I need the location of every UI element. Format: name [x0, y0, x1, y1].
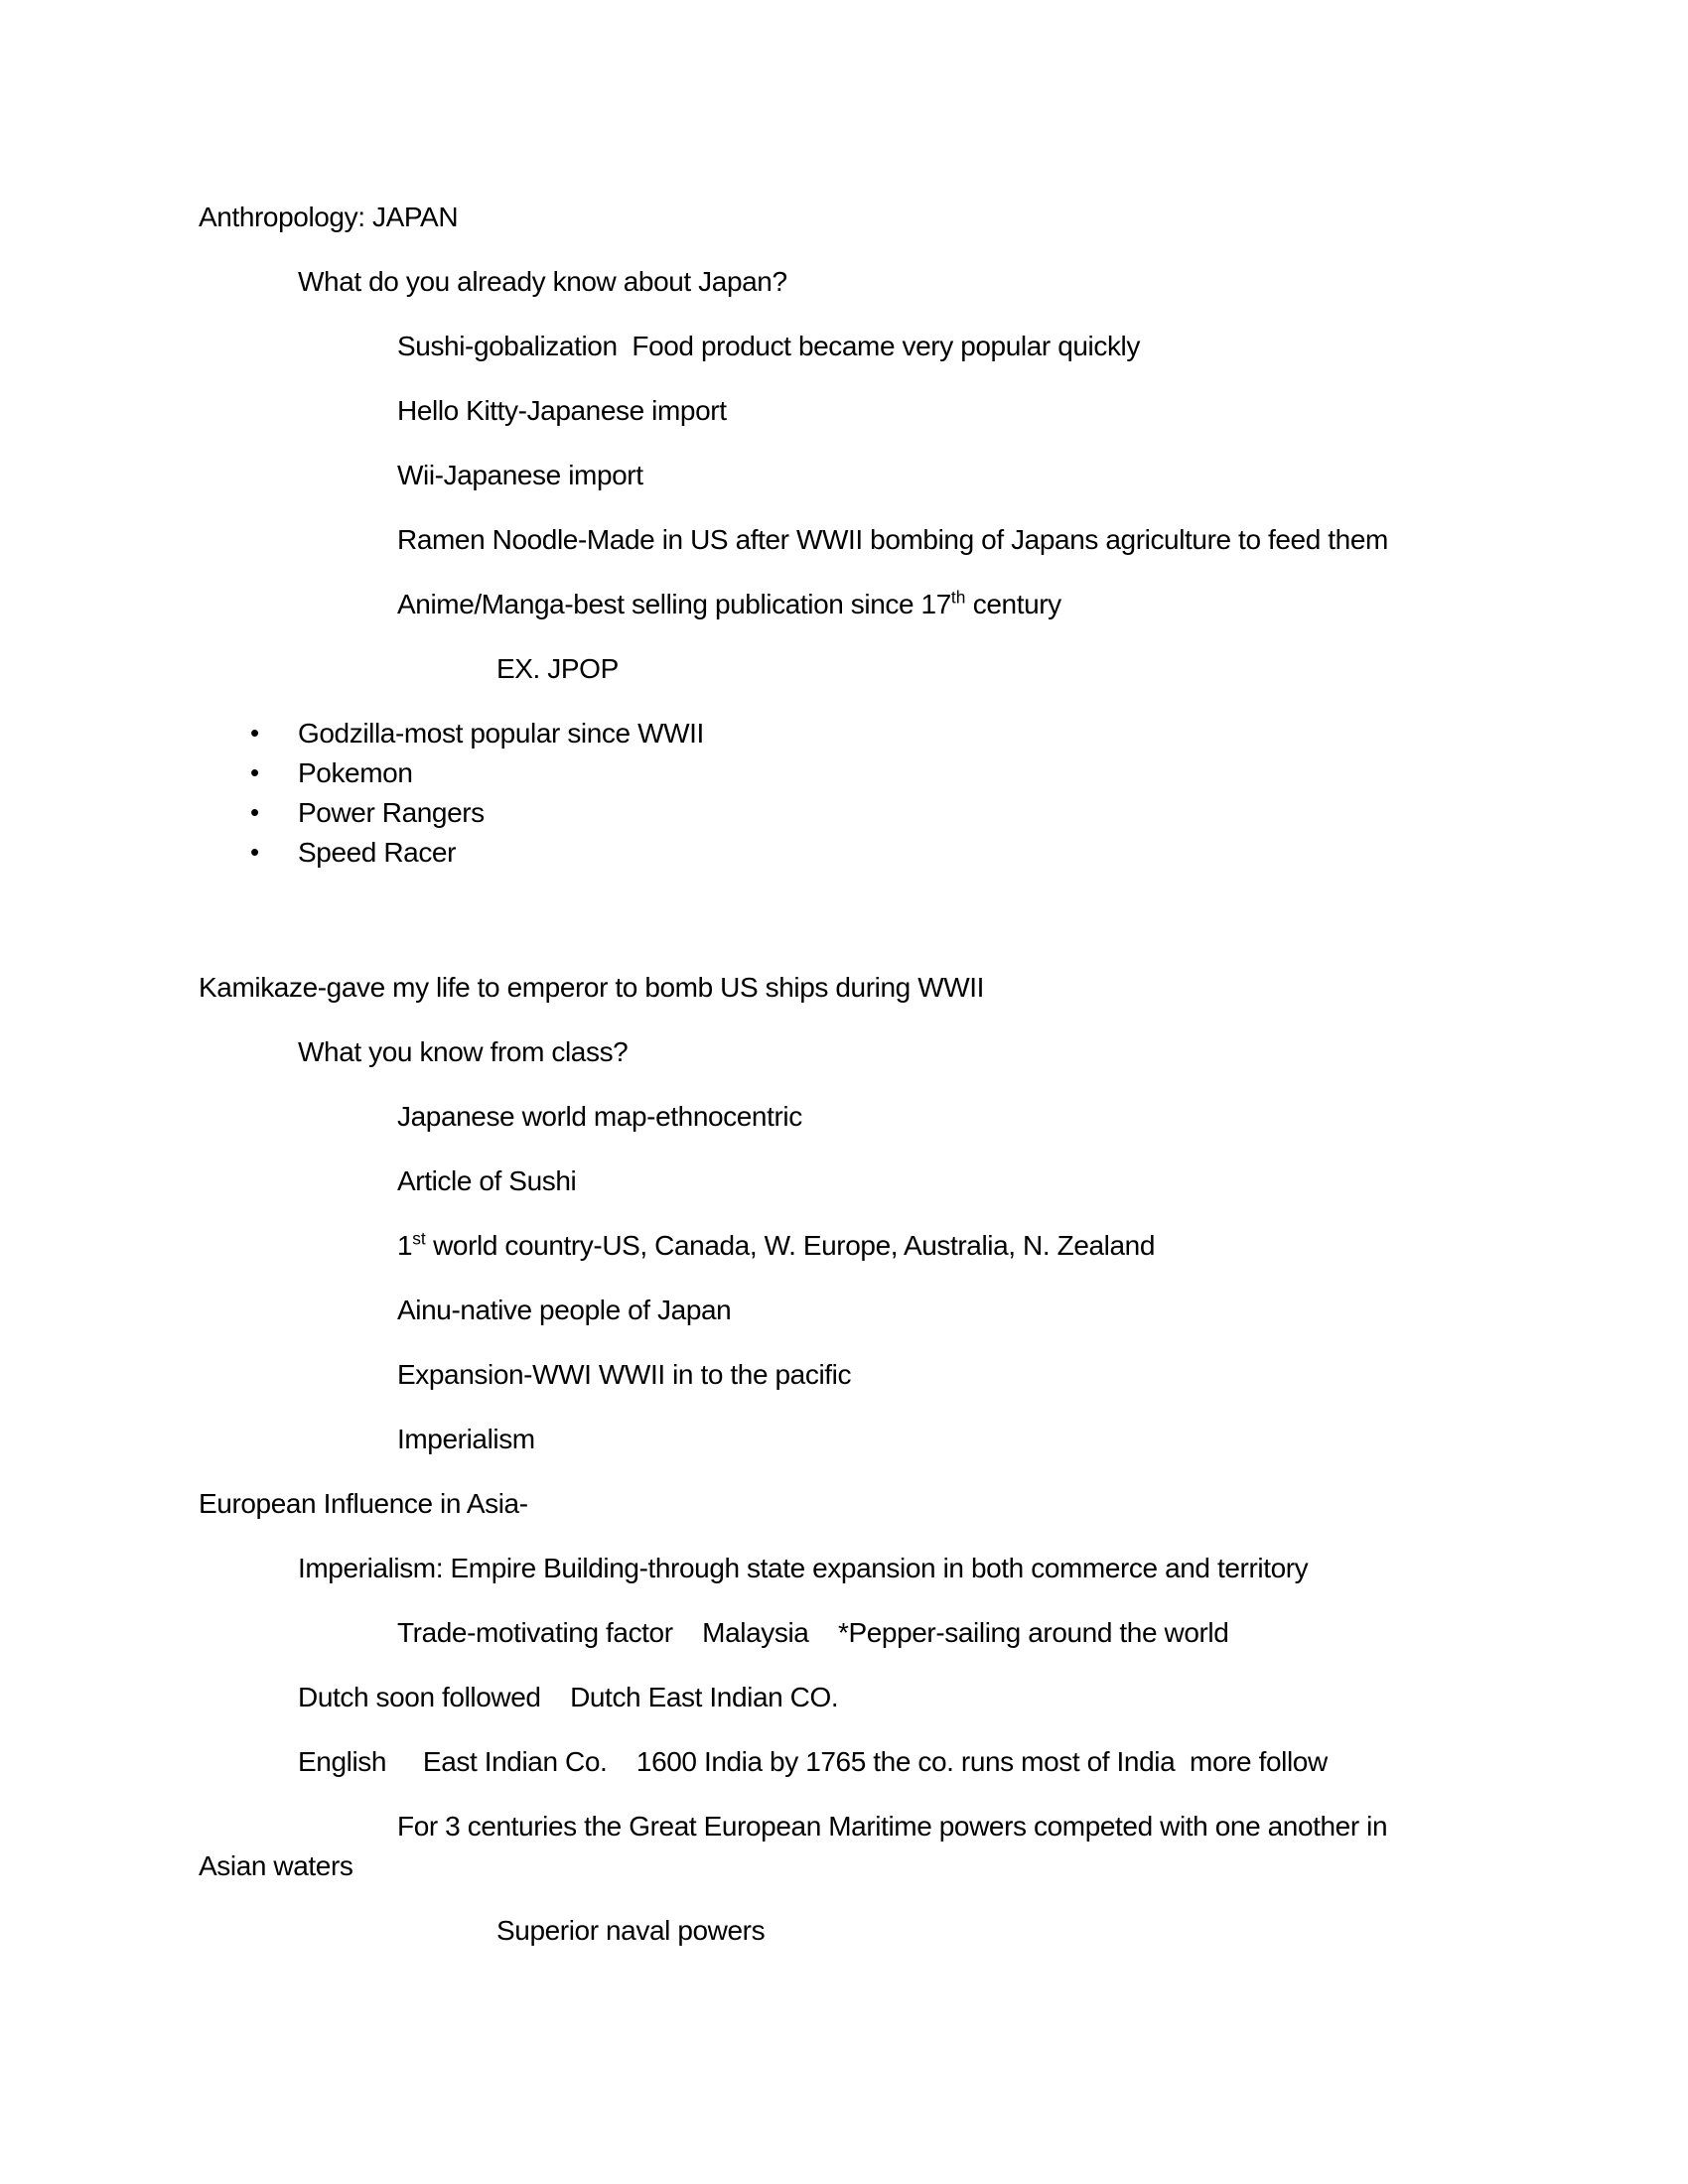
text-line: EX. JPOP: [496, 653, 619, 684]
text-line: What do you already know about Japan?: [298, 266, 787, 297]
bullet-icon: •: [250, 718, 259, 748]
text-line: Hello Kitty-Japanese import: [397, 395, 727, 426]
text-segment: century: [965, 589, 1061, 619]
text-line: Ainu-native people of Japan: [397, 1295, 732, 1325]
text-line: [199, 1227, 1489, 1265]
text-line: English East Indian Co. 1600 India by 1765 the co. runs most of India more follow: [298, 1746, 1328, 1777]
text-line: Ramen Noodle-Made in US after WWII bombing of Japans agriculture to feed them: [397, 524, 1388, 555]
text-line: What you know from class?: [298, 1036, 629, 1067]
text-line: Japanese world map-ethnocentric: [397, 1101, 802, 1132]
text-segment: world country-US, Canada, W. Europe, Australia, N. Zealand: [425, 1230, 1156, 1261]
bullet-item: [199, 715, 1489, 752]
text-line: For 3 centuries the Great European Maritime powers competed with one another in: [397, 1811, 1388, 1842]
bullet-item-label: Godzilla-most popular since WWII: [298, 718, 704, 749]
bullet-item: [199, 754, 1489, 792]
superscript-text: th: [950, 587, 966, 608]
doc-title-line: Anthropology: JAPAN: [199, 202, 459, 232]
text-line: Asian waters: [199, 1850, 353, 1881]
text-line: Superior naval powers: [496, 1915, 766, 1946]
text-line: Dutch soon followed Dutch East Indian CO.: [298, 1682, 839, 1712]
text-line: Imperialism: Empire Building-through state expansion in both commerce and territory: [298, 1553, 1309, 1583]
text-line: Imperialism: [397, 1424, 535, 1454]
bullet-item-label: Speed Racer: [298, 837, 457, 868]
bullet-icon: •: [250, 797, 259, 827]
text-line: [199, 586, 1489, 623]
bullet-item: [199, 794, 1489, 832]
text-segment: Anime/Manga-best selling publication since 17: [397, 589, 951, 619]
bullet-item: [199, 834, 1489, 872]
text-line: European Influence in Asia-: [199, 1488, 528, 1519]
text-segment: 1: [397, 1230, 413, 1261]
text-line: Wii-Japanese import: [397, 460, 643, 490]
bullet-icon: •: [250, 757, 259, 787]
text-line: Expansion-WWI WWII in to the pacific: [397, 1359, 852, 1390]
text-line: Trade-motivating factor Malaysia *Pepper-sailing around the world: [397, 1617, 1229, 1648]
bullet-item-label: Power Rangers: [298, 797, 485, 828]
text-line: Sushi-gobalization Food product became very popular quickly: [397, 331, 1140, 361]
text-line: Article of Sushi: [397, 1165, 577, 1196]
bullet-icon: •: [250, 837, 259, 867]
bullet-item-label: Pokemon: [298, 757, 413, 788]
superscript-text: st: [412, 1228, 426, 1249]
text-line: Kamikaze-gave my life to emperor to bomb US ships during WWII: [199, 972, 985, 1003]
